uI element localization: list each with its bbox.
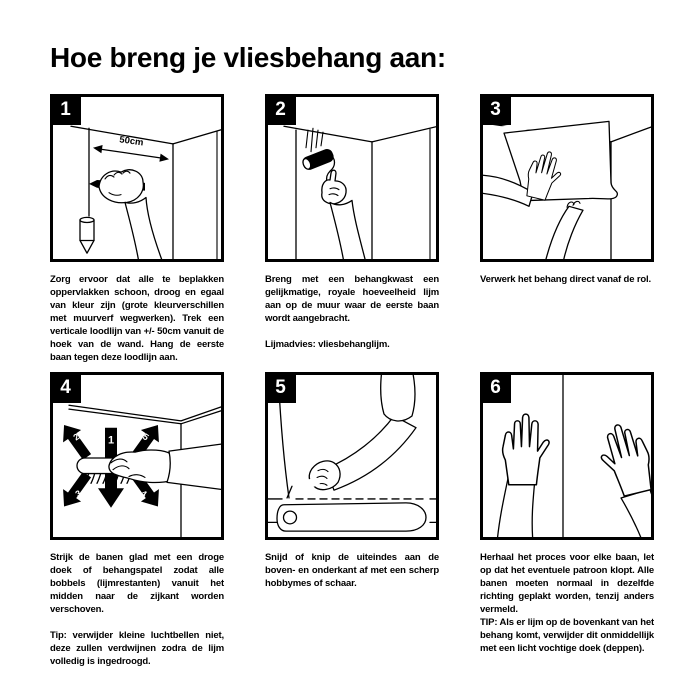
step-5-illustration-frame [265,372,439,540]
step-panel-2 [265,94,439,372]
arrow-label-up-left: 2 [71,431,82,443]
step-number-badge: 1 [50,94,81,125]
caption-text: Strijk de banen glad met een droge doek of behangspatel zodat alle bobbels (lijmrestanten) vanuit het midden naar de zijkant worden verschoven. [50,552,224,615]
caption-tip: TIP: Als er lijm op de bovenkant van het behang komt, verwijder dit onmiddellijk met een licht vochtige doek (deppen). [480,617,654,654]
cutting-arm [309,375,416,490]
step-1-caption [50,273,224,364]
step-3-caption [480,273,654,286]
step-number-badge: 6 [480,372,511,403]
arrow-label-up-right: 5 [140,431,151,443]
marking-hand [99,170,163,259]
step-number-badge: 2 [265,94,296,125]
caption-text: Verwerk het behang direct vanaf de rol. [480,274,652,285]
plumb-bob [80,128,94,253]
measure-arrow [93,134,169,161]
step-2-illustration-frame [265,94,439,262]
arrow-label-down-right: 4 [138,488,149,500]
step-6-illustration-frame [480,372,654,540]
step-panel-3 [480,94,654,372]
step-3-illustration-frame [480,94,654,262]
caption-tip: Tip: verwijder kleine luchtbellen niet, deze zullen verdwijnen zodra de lijm volledig is ingedroogd. [50,630,224,667]
step-1-illustration-frame [50,94,224,262]
smoothing-hand [109,443,221,490]
step-panel-1 [50,94,224,372]
right-hand [594,420,651,537]
step-6-caption [480,551,654,655]
wallpaper-roll [277,503,426,531]
left-hand [497,414,549,537]
page-title: Hoe breng je vliesbehang aan: [50,42,446,73]
caption-glue-advice: Lijmadvies: vliesbehanglijm. [265,339,390,350]
caption-text: Herhaal het proces voor elke baan, let op dat het eventuele patroon klopt. Alle banen moeten normaal in dezelfde richting geplakt worden, tenzij anders vermeld. [480,552,654,615]
step-panel-5 [265,372,439,650]
step-2-caption [265,273,439,351]
step-number-badge: 3 [480,94,511,125]
arrow-label-center: 1 [107,434,115,447]
step-panel-6 [480,372,654,654]
step-panel-4 [50,372,224,667]
step-4-caption [50,551,224,668]
caption-text: Breng met een behangkwast een gelijkmatige, royale hoeveelheid lijm aan op de muur waar de eerste baan wordt aangebracht. [265,274,439,324]
holding-hand [322,170,366,259]
caption-text: Snijd of knip de uiteindes aan de boven- en onderkant af met een scherp hobbymes of schaar. [265,552,439,589]
paint-roller-icon [301,147,336,171]
arrow-label-down-left: 3 [73,488,84,500]
steps-grid [50,94,654,667]
step-number-badge: 5 [265,372,296,403]
step-number-badge: 4 [50,372,81,403]
measure-label: 50cm [118,134,145,148]
step-4-illustration-frame [50,372,224,540]
caption-text: Zorg ervoor dat alle te beplakken oppervlakken schoon, droog en egaal van kleur zijn (grote kleurverschillen met muurverf wegwerken). Trek een verticale loodlijn van +/- 50cm vanuit de hoek van de wand. Hang de eerste baan tegen deze loodlijn aan. [50,274,224,363]
step-5-caption [265,551,439,590]
lower-hand [545,201,583,259]
